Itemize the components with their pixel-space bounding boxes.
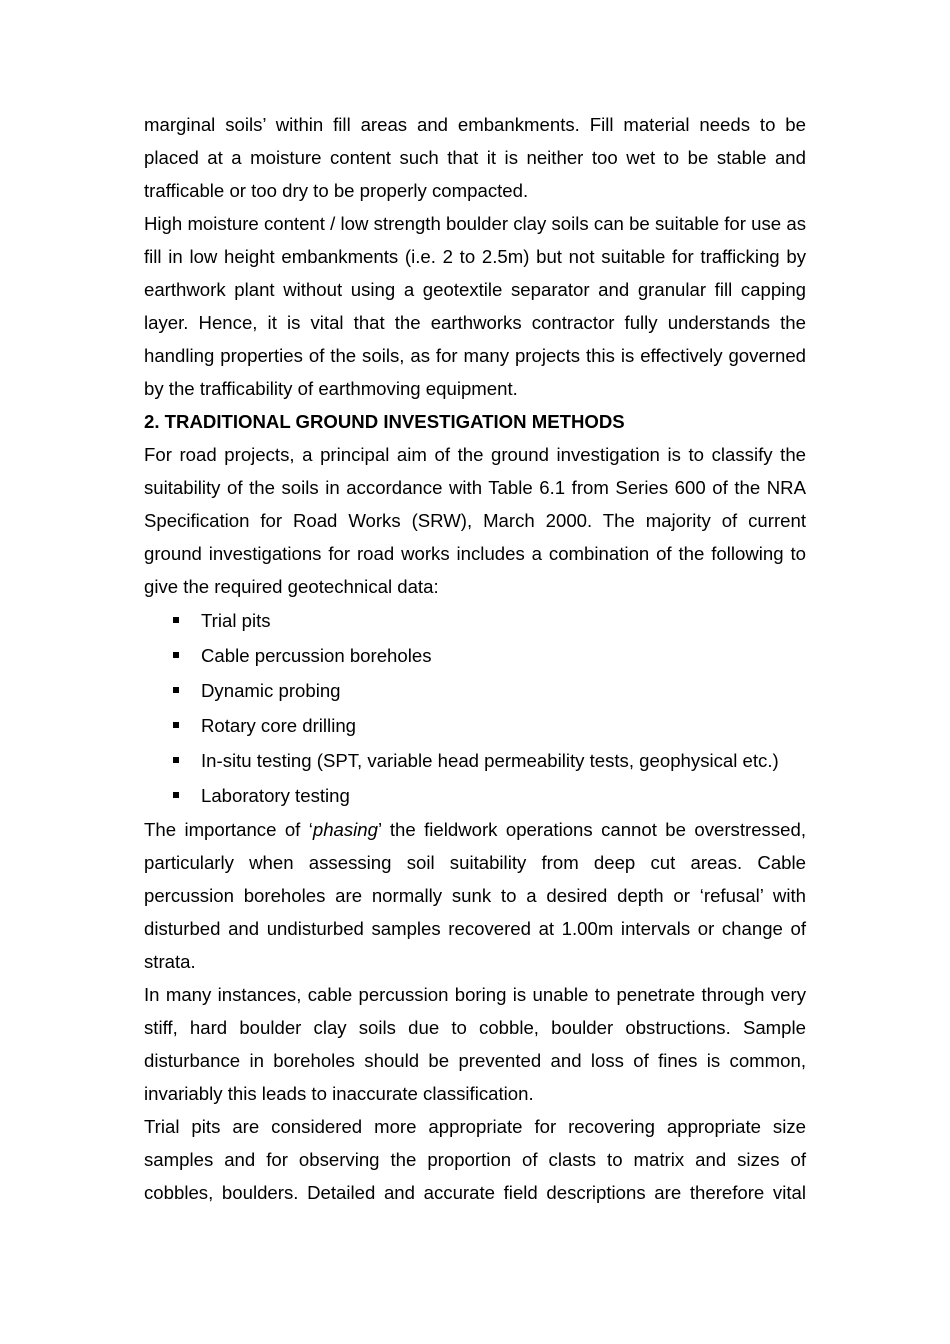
list-item-text: Cable percussion boreholes (201, 645, 432, 666)
paragraph-fill-moisture: marginal soils’ within fill areas and embankments. Fill material needs to be placed at a moisture content such that it is neither too wet to be stable and trafficable or too dry to be properly compacted. (144, 114, 806, 201)
list-item (144, 708, 806, 743)
paragraph-phasing-prefix: The importance of ‘ (144, 819, 313, 840)
paragraph-phasing-rest: ’ the fieldwork operations cannot be overstressed, particularly when assessing soil suitability from deep cut areas. Cable percussion boreholes are normally sunk to a desired depth or ‘refusal’ with disturbed and undisturbed samples recovered at 1.00m intervals or change of strata. (144, 819, 806, 972)
section-heading: 2. TRADITIONAL GROUND INVESTIGATION METHODS (144, 411, 625, 432)
square-bullet-icon (173, 687, 179, 693)
list-item (144, 778, 806, 813)
square-bullet-icon (173, 722, 179, 728)
list-item (144, 638, 806, 673)
paragraph-cable-percussion: In many instances, cable percussion boring is unable to penetrate through very stiff, hard boulder clay soils due to cobble, boulder obstructions. Sample disturbance in boreholes should be prevented and loss of fines is common, invariably this leads to inaccurate classification. (144, 984, 806, 1104)
paragraph-road-projects: For road projects, a principal aim of the ground investigation is to classify the suitability of the soils in accordance with Table 6.1 from Series 600 of the NRA Specification for Road Works (SRW), March 2000. The majority of current ground investigations for road works includes a combination of the following to give the required geotechnical data: (144, 444, 806, 597)
phasing-emphasis: phasing (312, 819, 378, 840)
list-item (144, 603, 806, 638)
list-item-text: In-situ testing (SPT, variable head permeability tests, geophysical etc.) (201, 750, 779, 771)
square-bullet-icon (173, 792, 179, 798)
list-item-text: Trial pits (201, 610, 271, 631)
list-item-text: Laboratory testing (201, 785, 350, 806)
square-bullet-icon (173, 757, 179, 763)
paragraph-phasing (144, 813, 806, 978)
paragraph-trial-pits: Trial pits are considered more appropriate for recovering appropriate size samples and for observing the proportion of clasts to matrix and sizes of cobbles, boulders. Detailed and accurate field descriptions are therefore vital (144, 1116, 806, 1203)
list-item (144, 743, 806, 778)
square-bullet-icon (173, 617, 179, 623)
list-item-text: Rotary core drilling (201, 715, 357, 736)
list-item (144, 673, 806, 708)
list-item-text: Dynamic probing (201, 680, 341, 701)
paragraph-boulder-clay: High moisture content / low strength boulder clay soils can be suitable for use as fill in low height embankments (i.e. 2 to 2.5m) but not suitable for trafficking by earthwork plant without using a geotextile separator and granular fill capping layer. Hence, it is vital that the earthworks contractor fully understands the handling properties of the soils, as for many projects this is effectively governed by the trafficability of earthmoving equipment. (144, 213, 806, 399)
investigation-methods-list (144, 603, 806, 813)
document-page (144, 108, 806, 1209)
square-bullet-icon (173, 652, 179, 658)
